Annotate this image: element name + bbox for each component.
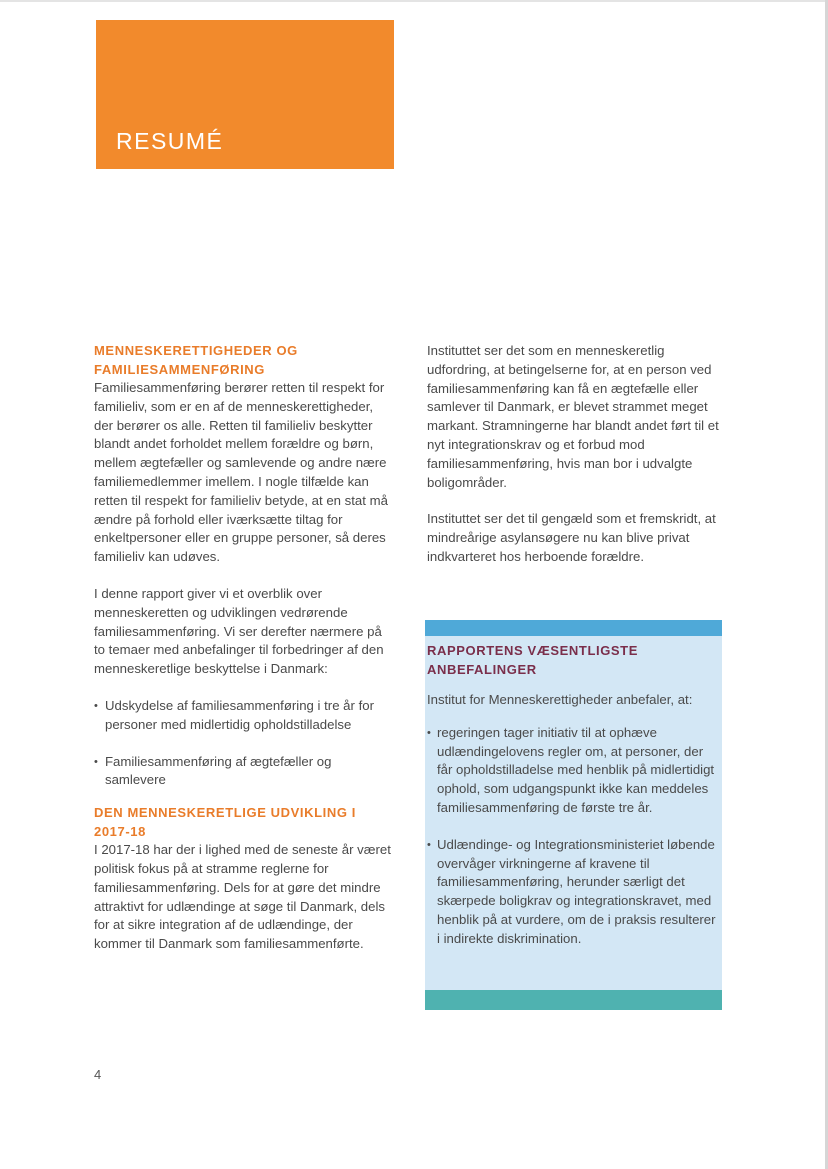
box-content	[427, 642, 721, 949]
box-top-bar	[425, 620, 722, 636]
page-number: 4	[94, 1067, 102, 1082]
paragraph-institute-progress: Instituttet ser det til gengæld som et fremskridt, at mindreårige asylansøgere nu kan blive privat indkvarteret hos herboende forældre.	[427, 511, 716, 564]
recommendations-list	[427, 724, 721, 949]
section-heading-human-rights: MENNESKERETTIGHEDER OG FAMILIESAMMENFØRING	[94, 343, 298, 377]
right-column	[427, 342, 727, 567]
page-top-edge	[0, 0, 828, 2]
section-heading-development: DEN MENNESKERETLIGE UDVIKLING I 2017-18	[94, 805, 357, 839]
recommendations-intro: Institut for Menneskerettigheder anbefaler, at:	[427, 692, 693, 707]
page-title: RESUMÉ	[116, 128, 224, 154]
list-item: • Familiesammenføring af ægtefæller og samlevere	[94, 753, 394, 791]
recommendations-box	[425, 620, 722, 1010]
list-item: • regeringen tager initiativ til at ophæve udlændingelovens regler om, at personer, der får opholdstilladelse med henblik på midlertidigt ophold, som udgangspunkt ikke kan meddeles familiesammenføring de første tre år.	[427, 724, 721, 818]
paragraph-family-life: Familiesammenføring berører retten til respekt for familieliv, som er en af de menneskerettigheder, der berører os alle. Retten til familieliv beskytter blandt andet forholdet mellem forældre og børn, mellem ægtefæller og samlevende og andre nære familiemedlemmer imellem. I nogle tilfælde kan retten til respekt for familieliv betyde, at en stat må ændre på forhold eller iværksætte tiltag for enkeltpersoner eller en gruppe personer, så deres familieliv kan udøves.	[94, 380, 388, 565]
list-item: • Udlændinge- og Integrationsministeriet løbende overvåger virkningerne af kravene til familiesammenføring, herunder særligt det skærpede boligkrav og integrationskravet, med henblik på at vurdere, om de i praksis resulterer i indirekte diskrimination.	[427, 836, 721, 949]
paragraph-report-overview: I denne rapport giver vi et overblik over menneskeretten og udviklingen vedrørende familiesammenføring. Vi ser derefter nærmere på to temaer med anbefalinger til forbedringer af den menneskeretlige beskyttelse i Danmark:	[94, 585, 384, 677]
title-banner	[96, 20, 394, 169]
paragraph-political-focus: I 2017-18 har der i lighed med de seneste år været politisk fokus på at stramme reglerne for familiesammenføring. Dels for at gøre det mindre attraktivt for udlændinge at søge til Danmark, dels for at sikre integration af de udlændinge, der kommer til Danmark som familiesammenførte.	[94, 842, 391, 952]
theme-list	[94, 697, 394, 790]
paragraph-institute-challenge: Instituttet ser det som en menneskeretlig udfordring, at betingelserne for, at en person ved familiesammenføring kan få en ægtefælle eller samlever til Danmark, er blevet strammet meget markant. Stramningerne har blandt andet ført til et nyt integrationskrav og et forbud mod familiesammenføring, hvis man bor i udvalgte boligområder.	[427, 343, 719, 490]
recommendations-heading: RAPPORTENS VÆSENTLIGSTE ANBEFALINGER	[427, 643, 638, 677]
list-item: • Udskydelse af familiesammenføring i tre år for personer med midlertidig opholdstilladelse	[94, 697, 394, 735]
left-column	[94, 342, 394, 954]
box-bottom-bar	[425, 990, 722, 1010]
